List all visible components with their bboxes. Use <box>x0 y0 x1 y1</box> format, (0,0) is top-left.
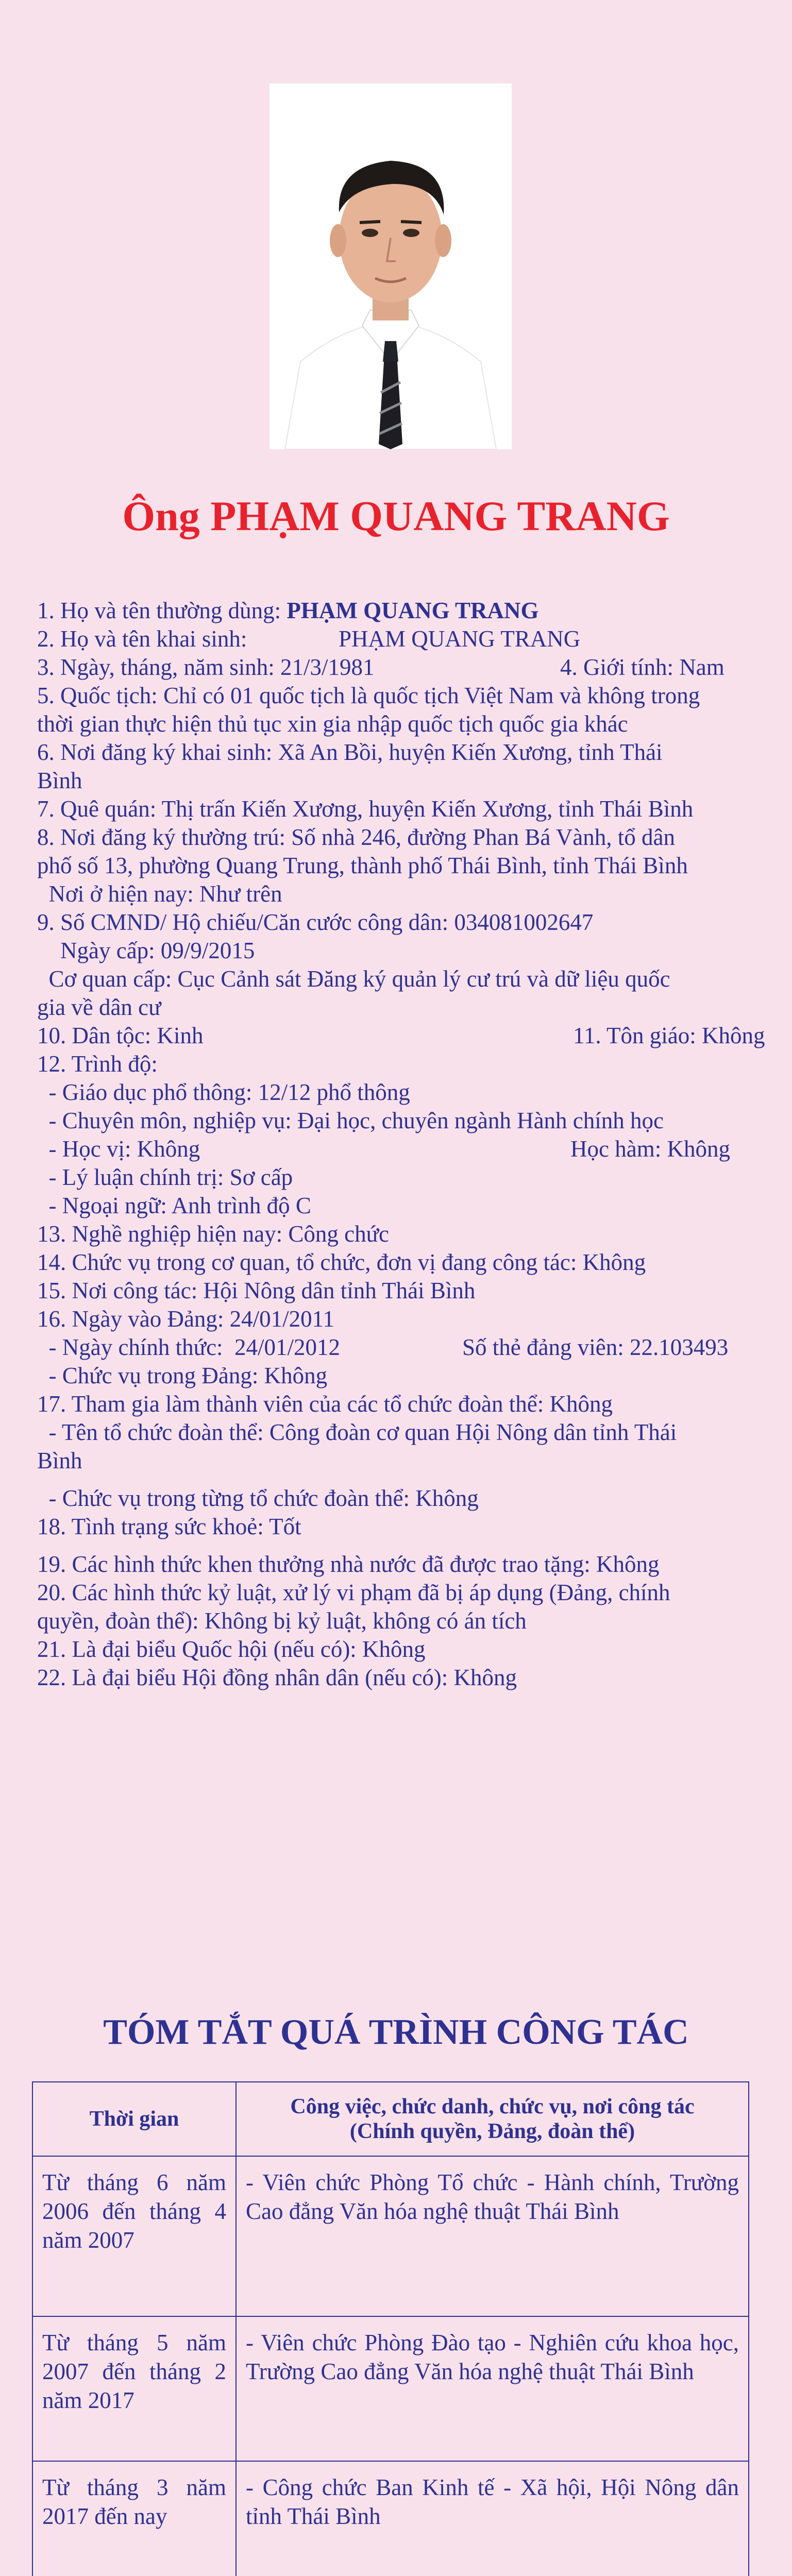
info-line: quyền, đoàn thể): Không bị kỷ luật, không có án tích <box>37 1608 527 1634</box>
work-history-table <box>32 2081 749 2576</box>
info-line: 14. Chức vụ trong cơ quan, tổ chức, đơn vị đang công tác: Không <box>37 1249 646 1275</box>
info-line: 9. Số CMND/ Hộ chiếu/Căn cước công dân: 034081002647 <box>37 909 594 935</box>
work-history-title: TÓM TẮT QUÁ TRÌNH CÔNG TÁC <box>103 2012 689 2052</box>
table-row <box>32 2461 749 2576</box>
work-cell: - Viên chức Phòng Tổ chức - Hành chính, Trường Cao đẳng Văn hóa nghệ thuật Thái Bình <box>236 2156 749 2316</box>
table-row <box>32 2316 749 2461</box>
info-line: 6. Nơi đăng ký khai sinh: Xã An Bồi, huyện Kiến Xương, tỉnh Thái <box>37 739 663 765</box>
info-line: Nơi ở hiện nay: Như trên <box>37 881 282 907</box>
info-line: Bình <box>37 1448 82 1473</box>
info-text: 10. Dân tộc: Kinh <box>37 1023 204 1048</box>
portrait-photo <box>269 83 512 449</box>
info-line: - Tên tổ chức đoàn thể: Công đoàn cơ quan Hội Nông dân tỉnh Thái <box>37 1419 677 1445</box>
info-line: 12. Trình độ: <box>37 1051 158 1077</box>
info-text: - Học vị: Không <box>37 1136 200 1162</box>
work-cell: - Viên chức Phòng Đào tạo - Nghiên cứu khoa học, Trường Cao đẳng Văn hóa nghệ thuật Thái Bình <box>236 2316 749 2461</box>
info-line: - Ngoại ngữ: Anh trình độ C <box>37 1193 311 1218</box>
person-title: Ông PHẠM QUANG TRANG <box>122 493 670 539</box>
info-line: 5. Quốc tịch: Chỉ có 01 quốc tịch là quốc tịch Việt Nam và không trong <box>37 683 700 708</box>
info-line: 20. Các hình thức kỷ luật, xử lý vi phạm đã bị áp dụng (Đảng, chính <box>37 1580 670 1605</box>
info-value: PHẠM QUANG TRANG <box>339 626 581 652</box>
info-line: 16. Ngày vào Đảng: 24/01/2011 <box>37 1306 335 1332</box>
info-line: gia về dân cư <box>37 994 161 1020</box>
info-line <box>37 597 789 625</box>
info-line: 22. Là đại biểu Hội đồng nhân dân (nếu có): Không <box>37 1665 517 1690</box>
column-header-line: Công việc, chức danh, chức vụ, nơi công tác <box>290 2095 695 2119</box>
info-line <box>37 653 789 682</box>
info-line: Cơ quan cấp: Cục Cảnh sát Đăng ký quản lý cư trú và dữ liệu quốc <box>37 966 670 992</box>
info-line: thời gian thực hiện thủ tục xin gia nhập quốc tịch quốc gia khác <box>37 711 628 737</box>
personal-info <box>37 597 789 1692</box>
info-line: 18. Tình trạng sức khoẻ: Tốt <box>37 1514 301 1539</box>
column-header-time: Thời gian <box>32 2082 236 2156</box>
info-line: 13. Nghề nghiệp hiện nay: Công chức <box>37 1221 389 1247</box>
info-line: 15. Nơi công tác: Hội Nông dân tỉnh Thái Bình <box>37 1278 476 1303</box>
info-value: PHẠM QUANG TRANG <box>287 598 539 623</box>
column-header-line: (Chính quyền, Đảng, đoàn thể) <box>349 2120 635 2143</box>
info-line: 7. Quê quán: Thị trấn Kiến Xương, huyện Kiến Xương, tỉnh Thái Bình <box>37 796 694 822</box>
info-line: Ngày cấp: 09/9/2015 <box>37 938 255 963</box>
info-line <box>37 625 789 653</box>
table-header-row <box>32 2082 749 2156</box>
table-row <box>32 2156 749 2316</box>
info-line: - Chức vụ trong Đảng: Không <box>37 1363 328 1388</box>
column-header-work <box>236 2082 749 2156</box>
party-card-text: Số thẻ đảng viên: 22.103493 <box>462 1334 729 1360</box>
religion-text: 11. Tôn giáo: Không <box>573 1023 765 1048</box>
info-line: 21. Là đại biểu Quốc hội (nếu có): Không <box>37 1636 426 1662</box>
info-line: - Lý luận chính trị: Sơ cấp <box>37 1164 293 1190</box>
time-cell: Từ tháng 3 năm 2017 đến nay <box>32 2461 236 2576</box>
info-line <box>37 1022 789 1050</box>
info-line <box>37 1135 789 1163</box>
info-label: 1. Họ và tên thường dùng: <box>37 598 287 623</box>
portrait-image <box>269 83 512 449</box>
info-line: 17. Tham gia làm thành viên của các tổ chức đoàn thể: Không <box>37 1391 613 1417</box>
work-cell: - Công chức Ban Kinh tế - Xã hội, Hội Nông dân tỉnh Thái Bình <box>236 2461 749 2576</box>
info-line: - Chức vụ trong từng tổ chức đoàn thể: Không <box>37 1485 479 1511</box>
info-line: 8. Nơi đăng ký thường trú: Số nhà 246, đường Phan Bá Vành, tổ dân <box>37 824 676 850</box>
info-line: phố số 13, phường Quang Trung, thành phố Thái Bình, tỉnh Thái Bình <box>37 853 688 878</box>
info-text: 3. Ngày, tháng, năm sinh: 21/3/1981 <box>37 654 375 680</box>
info-text: - Ngày chính thức: 24/01/2012 <box>37 1334 341 1360</box>
time-cell: Từ tháng 6 năm 2006 đến tháng 4 năm 2007 <box>32 2156 236 2316</box>
info-line: 19. Các hình thức khen thưởng nhà nước đã được trao tặng: Không <box>37 1551 660 1577</box>
info-label: 2. Họ và tên khai sinh: <box>37 626 247 652</box>
info-line: - Chuyên môn, nghiệp vụ: Đại học, chuyên ngành Hành chính học <box>37 1108 664 1133</box>
info-line <box>37 1333 789 1362</box>
gender-text: 4. Giới tính: Nam <box>560 654 724 680</box>
info-line: - Giáo dục phổ thông: 12/12 phổ thông <box>37 1079 410 1105</box>
time-cell: Từ tháng 5 năm 2007 đến tháng 2 năm 2017 <box>32 2316 236 2461</box>
info-line: Bình <box>37 768 82 793</box>
academic-title-text: Học hàm: Không <box>570 1136 730 1162</box>
